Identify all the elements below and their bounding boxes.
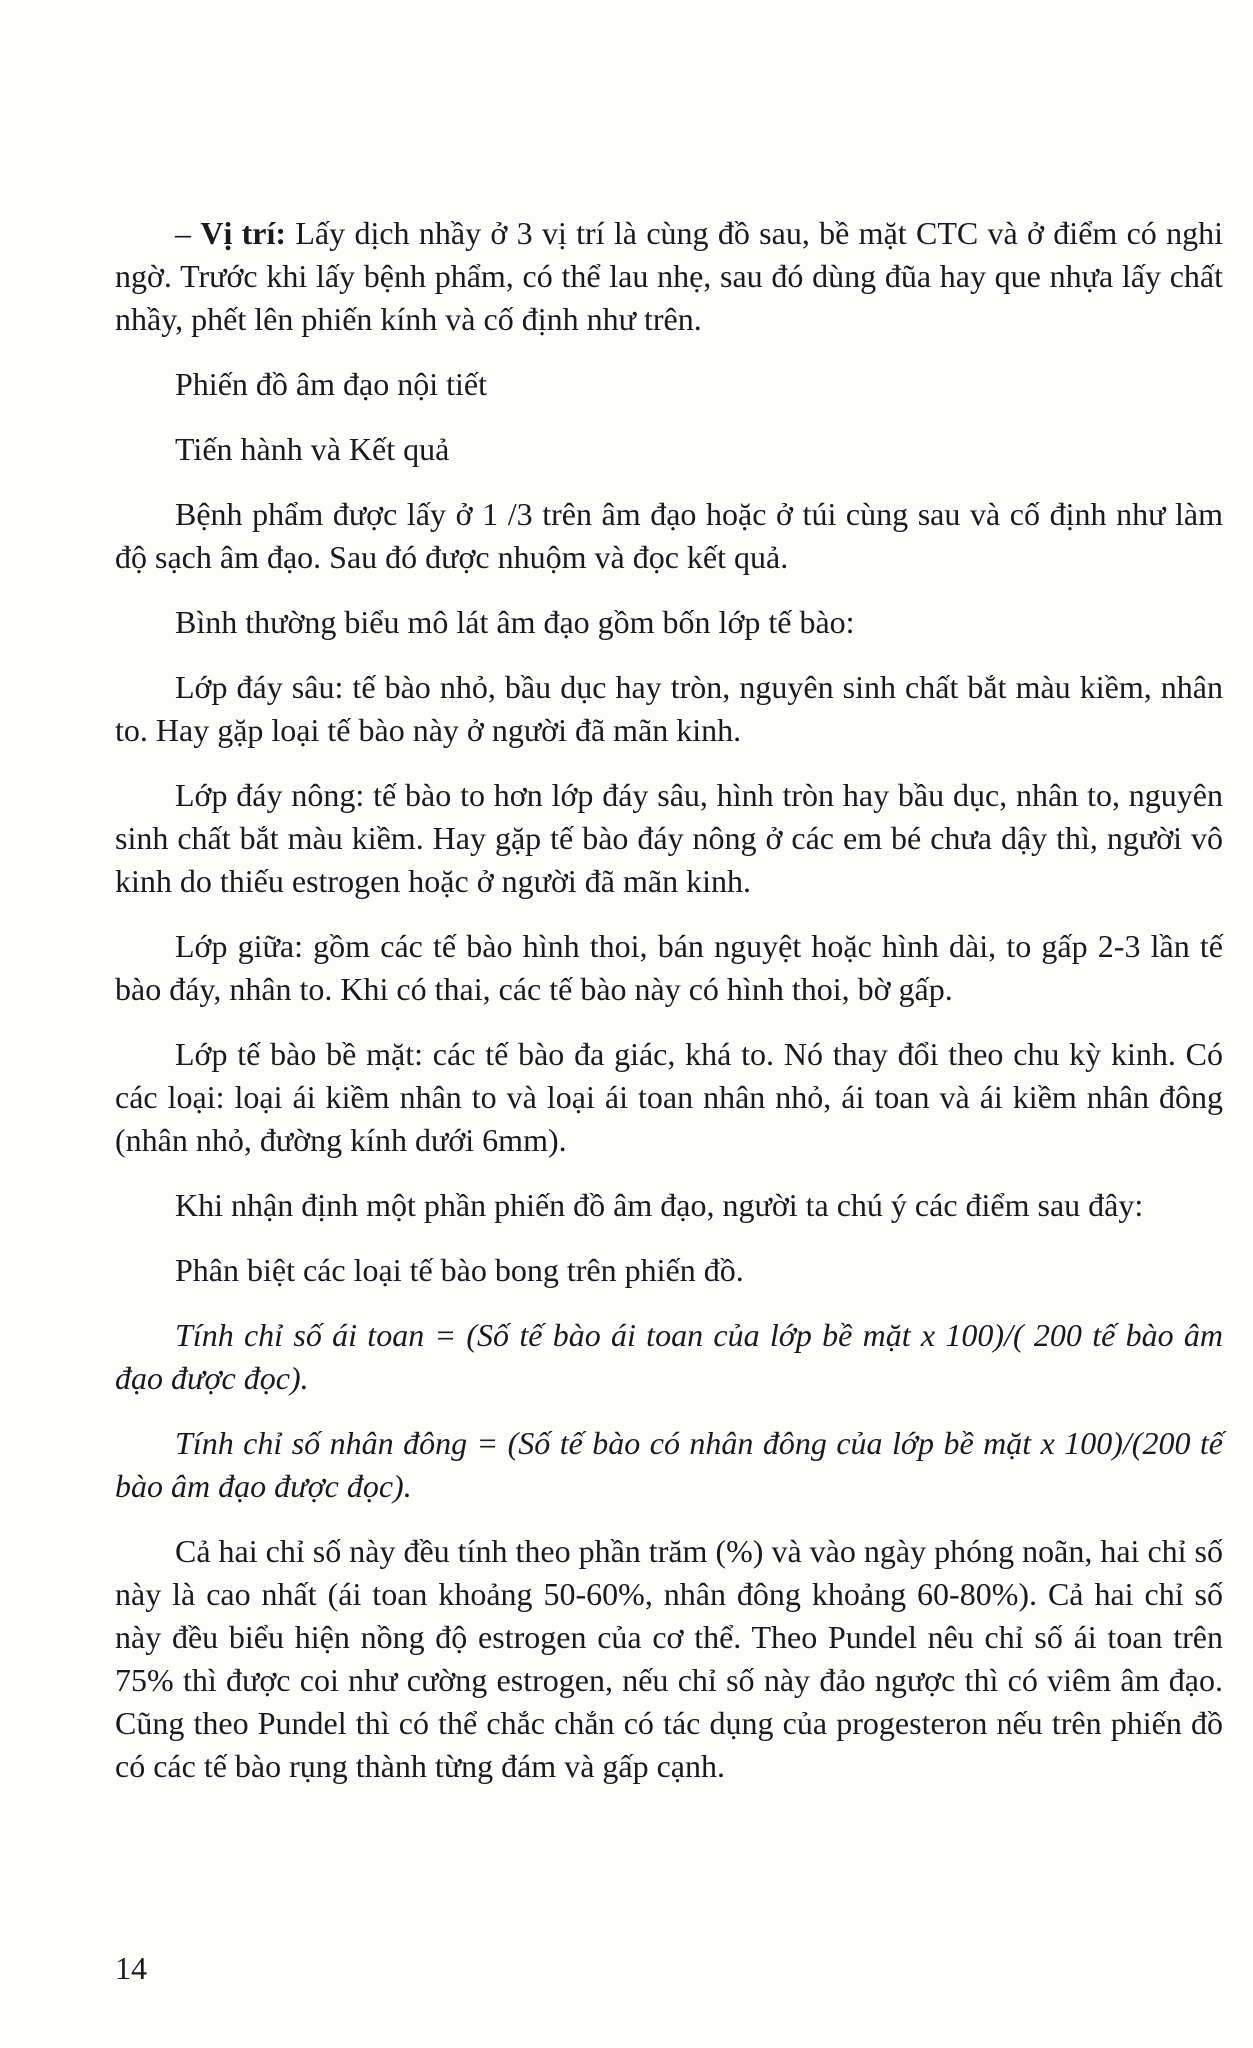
formula-pyknotic-index: Tính chỉ số nhân đông = (Số tế bào có nhân đông của lớp bề mặt x 100)/(200 tế bào âm đạo được đọc).: [115, 1425, 1223, 1504]
formula-acidophil-index: Tính chỉ số ái toan = (Số tế bào ái toan của lớp bề mặt x 100)/( 200 tế bào âm đạo được đọc).: [115, 1317, 1223, 1396]
subheading-procedure-results: Tiến hành và Kết quả: [175, 431, 450, 467]
paragraph-indices: Cả hai chỉ số này đều tính theo phần trăm (%) và vào ngày phóng noãn, hai chỉ số này là cao nhất (ái toan khoảng 50-60%, nhân đông khoảng 60-80%). Cả hai chỉ số này đều biểu hiện nồng độ estrogen của cơ thể. Theo Pundel nêu chỉ số ái toan trên 75% thì được coi như cường estrogen, nếu chỉ số này đảo ngược thì có viêm âm đạo. Cũng theo Pundel thì có thể chắc chắn có tác dụng của progesteron nếu trên phiến đồ có các tế bào rụng thành từng đám và gấp cạnh.: [115, 1533, 1223, 1784]
paragraph-surface-layer: Lớp tế bào bề mặt: các tế bào đa giác, khá to. Nó thay đổi theo chu kỳ kinh. Có các loại: loại ái kiềm nhân to và loại ái toan nhân nhỏ, ái toan và ái kiềm nhân đông (nhân nhỏ, đường kính dưới 6mm).: [115, 1036, 1223, 1158]
dash-prefix: –: [175, 215, 201, 251]
paragraph-four-layers: Bình thường biểu mô lát âm đạo gồm bốn lớp tế bào:: [175, 604, 855, 640]
paragraph-location: [115, 212, 1223, 341]
paragraph-distinguish: Phân biệt các loại tế bào bong trên phiến đồ.: [175, 1252, 744, 1288]
paragraph-specimen: Bệnh phẩm được lấy ở 1 /3 trên âm đạo hoặc ở túi cùng sau và cố định như làm độ sạch âm đạo. Sau đó được nhuộm và đọc kết quả.: [115, 496, 1223, 575]
paragraph-deep-basal: Lớp đáy sâu: tế bào nhỏ, bầu dục hay tròn, nguyên sinh chất bắt màu kiềm, nhân to. Hay gặp loại tế bào này ở người đã mãn kinh.: [115, 669, 1223, 748]
body-text: [115, 212, 1223, 1810]
paragraph-text: Lấy dịch nhầy ở 3 vị trí là cùng đồ sau, bề mặt CTC và ở điểm có nghi ngờ. Trước khi lấy bệnh phẩm, có thể lau nhẹ, sau đó dùng đũa hay que nhựa lấy chất nhầy, phết lên phiến kính và cố định như trên.: [115, 215, 1224, 337]
paragraph-assessment: Khi nhận định một phần phiến đồ âm đạo, người ta chú ý các điểm sau đây:: [175, 1187, 1144, 1223]
paragraph-middle-layer: Lớp giữa: gồm các tế bào hình thoi, bán nguyệt hoặc hình dài, to gấp 2-3 lần tế bào đáy, nhân to. Khi có thai, các tế bào này có hình thoi, bờ gấp.: [115, 928, 1223, 1007]
bold-term: Vị trí:: [200, 215, 287, 251]
page-number: 14: [115, 1950, 147, 1986]
subheading-endocrine-smear: Phiến đồ âm đạo nội tiết: [175, 366, 487, 402]
paragraph-shallow-basal: Lớp đáy nông: tế bào to hơn lớp đáy sâu, hình tròn hay bầu dục, nhân to, nguyên sinh chất bắt màu kiềm. Hay gặp tế bào đáy nông ở các em bé chưa dậy thì, người vô kinh do thiếu estrogen hoặc ở người đã mãn kinh.: [115, 777, 1223, 899]
